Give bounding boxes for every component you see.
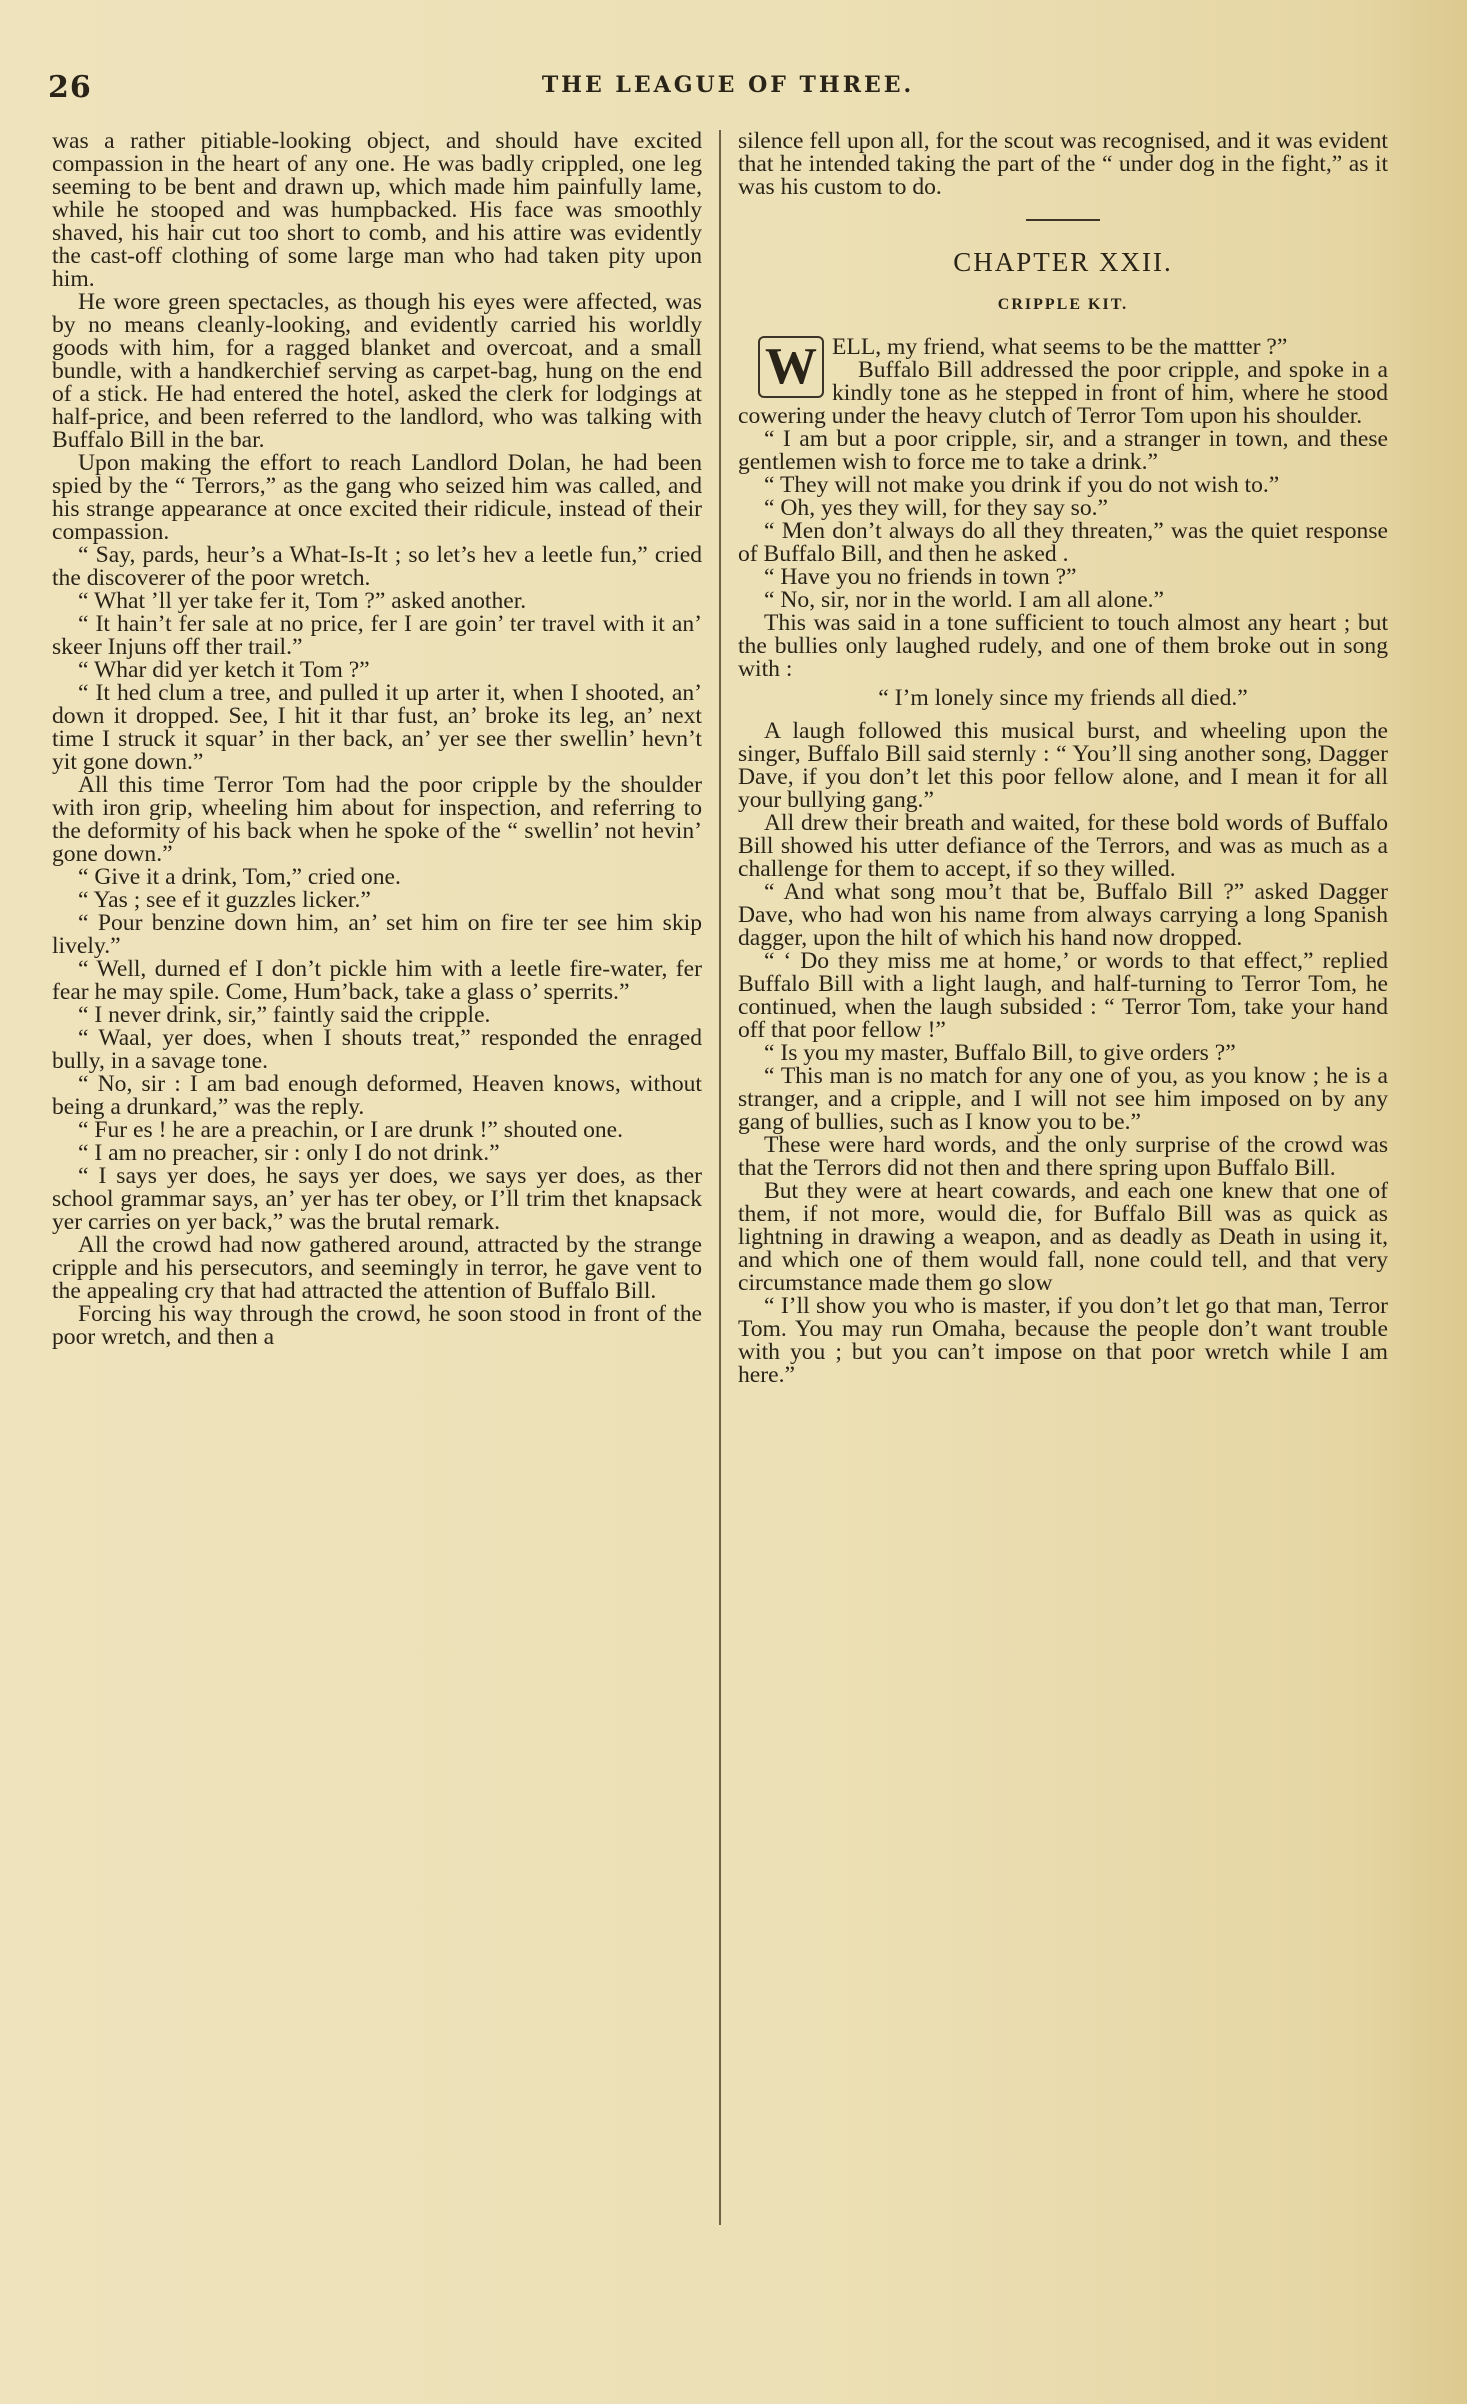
paragraph: “ It hain’t fer sale at no price, fer I are goin’ ter travel with it an’ skeer Injuns off ther trail.” [52, 611, 702, 660]
paragraph: This was said in a tone sufficient to touch almost any heart ; but the bullies only laughed rudely, and one of them broke out in song with : [738, 610, 1388, 682]
paragraph: “ What ’ll yer take fer it, Tom ?” asked another. [78, 588, 527, 614]
paragraph: “ They will not make you drink if you do not wish to.” [764, 472, 1280, 498]
paragraph: “ It hed clum a tree, and pulled it up arter it, when I shooted, an’ down it dropped. See, I hit it thar fust, an’ broke its leg, an’ next time I struck it squar’ in ther back, an’ yer see ther swellin’ hevn’t yit gone down.” [52, 680, 702, 775]
opening-text: ELL, my friend, what seems to be the mattter ?” [832, 334, 1288, 360]
paragraph: “ Men don’t always do all they threaten,” was the quiet response of Buffalo Bill, and then he asked . [738, 518, 1388, 567]
paragraph: “ Fur es ! he are a preachin, or I are drunk !” shouted one. [78, 1117, 624, 1143]
paragraph: Buffalo Bill addressed the poor cripple, and spoke in a kindly tone as he stepped in front of him, where he stood cowering under the heavy clutch of Terror Tom upon his shoulder. [738, 357, 1388, 429]
song-line: “ I’m lonely since my friends all died.” [878, 685, 1248, 711]
right-column [738, 130, 1388, 1387]
column-divider [719, 130, 721, 2225]
paragraph: “ Have you no friends in town ?” [764, 564, 1077, 590]
paragraph: “ Say, pards, heur’s a What-Is-It ; so let’s hev a leetle fun,” cried the discoverer of the poor wretch. [52, 542, 702, 591]
page-header [48, 70, 1408, 110]
paragraph: All this time Terror Tom had the poor cripple by the shoulder with iron grip, wheeling him about for inspection, and referring to the deformity of his back when he spoke of the “ swellin’ not hevin’ gone down.” [52, 772, 702, 867]
paragraph: A laugh followed this musical burst, and wheeling upon the singer, Buffalo Bill said sternly : “ You’ll sing another song, Dagger Dave, if you don’t let this poor fellow alone, and I mean it for all your bullying gang.” [738, 718, 1388, 813]
paragraph: All drew their breath and waited, for these bold words of Buffalo Bill showed his utter defiance of the Terrors, and was as much as a challenge for them to accept, if so they willed. [738, 810, 1388, 882]
drop-cap: W [758, 336, 824, 398]
paragraph: “ I am but a poor cripple, sir, and a stranger in town, and these gentlemen wish to force me to take a drink.” [738, 426, 1388, 475]
paragraph: “ I says yer does, he says yer does, we says yer does, as ther school grammar says, an’ yer has ter obey, or I’ll trim thet knapsack yer carries on yer back,” was the brutal remark. [52, 1163, 702, 1235]
paragraph: “ This man is no match for any one of you, as you know ; he is a stranger, and a cripple, and I will not see him imposed on by any gang of bullies, such as I know you to be.” [738, 1063, 1388, 1135]
paragraph: “ Well, durned ef I don’t pickle him with a leetle fire-water, fer fear he may spile. Come, Hum’back, take a glass o’ sperrits.” [52, 956, 702, 1005]
paragraph: “ Pour benzine down him, an’ set him on fire ter see him skip lively.” [52, 910, 702, 959]
paragraph: “ I am no preacher, sir : only I do not drink.” [78, 1140, 500, 1166]
paragraph: Forcing his way through the crowd, he soon stood in front of the poor wretch, and then a [52, 1301, 702, 1350]
paragraph: “ Give it a drink, Tom,” cried one. [78, 864, 401, 890]
paragraph: These were hard words, and the only surprise of the crowd was that the Terrors did not then and there spring upon Buffalo Bill. [738, 1132, 1388, 1181]
paragraph: Upon making the effort to reach Landlord Dolan, he had been spied by the “ Terrors,” as the gang who seized him was called, and his strange appearance at once excited their ridicule, instead of their compassion. [52, 450, 702, 545]
paragraph: “ Is you my master, Buffalo Bill, to give orders ?” [764, 1040, 1236, 1066]
paragraph: “ No, sir, nor in the world. I am all alone.” [764, 587, 1165, 613]
paragraph: “ Yas ; see ef it guzzles licker.” [78, 887, 371, 913]
paragraph: “ I never drink, sir,” faintly said the cripple. [78, 1002, 491, 1028]
left-column [52, 130, 702, 1349]
chapter-subtitle: CRIPPLE KIT. [997, 296, 1129, 313]
paragraph: “ ‘ Do they miss me at home,’ or words to that effect,” replied Buffalo Bill with a light laugh, and half-turning to Terror Tom, he continued, when the laugh subsided : “ Terror Tom, take your hand off that poor fellow !” [738, 948, 1388, 1043]
paragraph: All the crowd had now gathered around, attracted by the strange cripple and his persecutors, and seemingly in terror, he gave vent to the appealing cry that had attracted the attention of Buffalo Bill. [52, 1232, 702, 1304]
page-number: 26 [48, 70, 92, 105]
running-title: THE LEAGUE OF THREE. [541, 72, 915, 98]
paragraph: “ Oh, yes they will, for they say so.” [764, 495, 1108, 521]
paragraph: “ Whar did yer ketch it Tom ?” [78, 657, 370, 683]
paragraph: “ I’ll show you who is master, if you don’t let go that man, Terror Tom. You may run Omaha, because the people don’t want trouble with you ; but you can’t impose on that poor wretch while I am here.” [738, 1293, 1388, 1388]
paragraph: He wore green spectacles, as though his eyes were affected, was by no means cleanly-looking, and evidently carried his worldly goods with him, for a ragged blanket and overcoat, and a small bundle, with a handkerchief serving as carpet-bag, hung on the end of a stick. He had entered the hotel, asked the clerk for lodgings at half-price, and been referred to the landlord, who was talking with Buffalo Bill in the bar. [52, 289, 702, 453]
paragraph: “ No, sir : I am bad enough deformed, Heaven knows, without being a drunkard,” was the reply. [52, 1071, 702, 1120]
paragraph: “ And what song mou’t that be, Buffalo Bill ?” asked Dagger Dave, who had won his name from always carrying a long Spanish dagger, upon the hilt of which his hand now dropped. [738, 879, 1388, 951]
paragraph: was a rather pitiable-looking object, and should have excited compassion in the heart of any one. He was badly crippled, one leg seeming to be bent and drawn up, which made him painfully lame, while he stooped and was humpbacked. His face was smoothly shaved, his hair cut too short to comb, and his attire was evidently the cast-off clothing of some large man who had taken pity upon him. [52, 128, 702, 292]
section-rule [1026, 219, 1100, 221]
continuation-paragraph: silence fell upon all, for the scout was recognised, and it was evident that he intended taking the part of the “ under dog in the fight,” as it was his custom to do. [738, 128, 1388, 200]
chapter-title: CHAPTER XXII. [953, 247, 1173, 277]
paragraphs-after-song [738, 720, 1388, 1387]
paragraph: But they were at heart cowards, and each one knew that one of them, if not more, would die, for Buffalo Bill was as quick as lightning in drawing a weapon, and as deadly as Death in using it, and which one of them would fall, none could tell, and that very circumstance made them go slow [738, 1178, 1388, 1296]
paragraph: “ Waal, yer does, when I shouts treat,” responded the enraged bully, in a savage tone. [52, 1025, 702, 1074]
paragraphs-before-song [738, 359, 1388, 681]
